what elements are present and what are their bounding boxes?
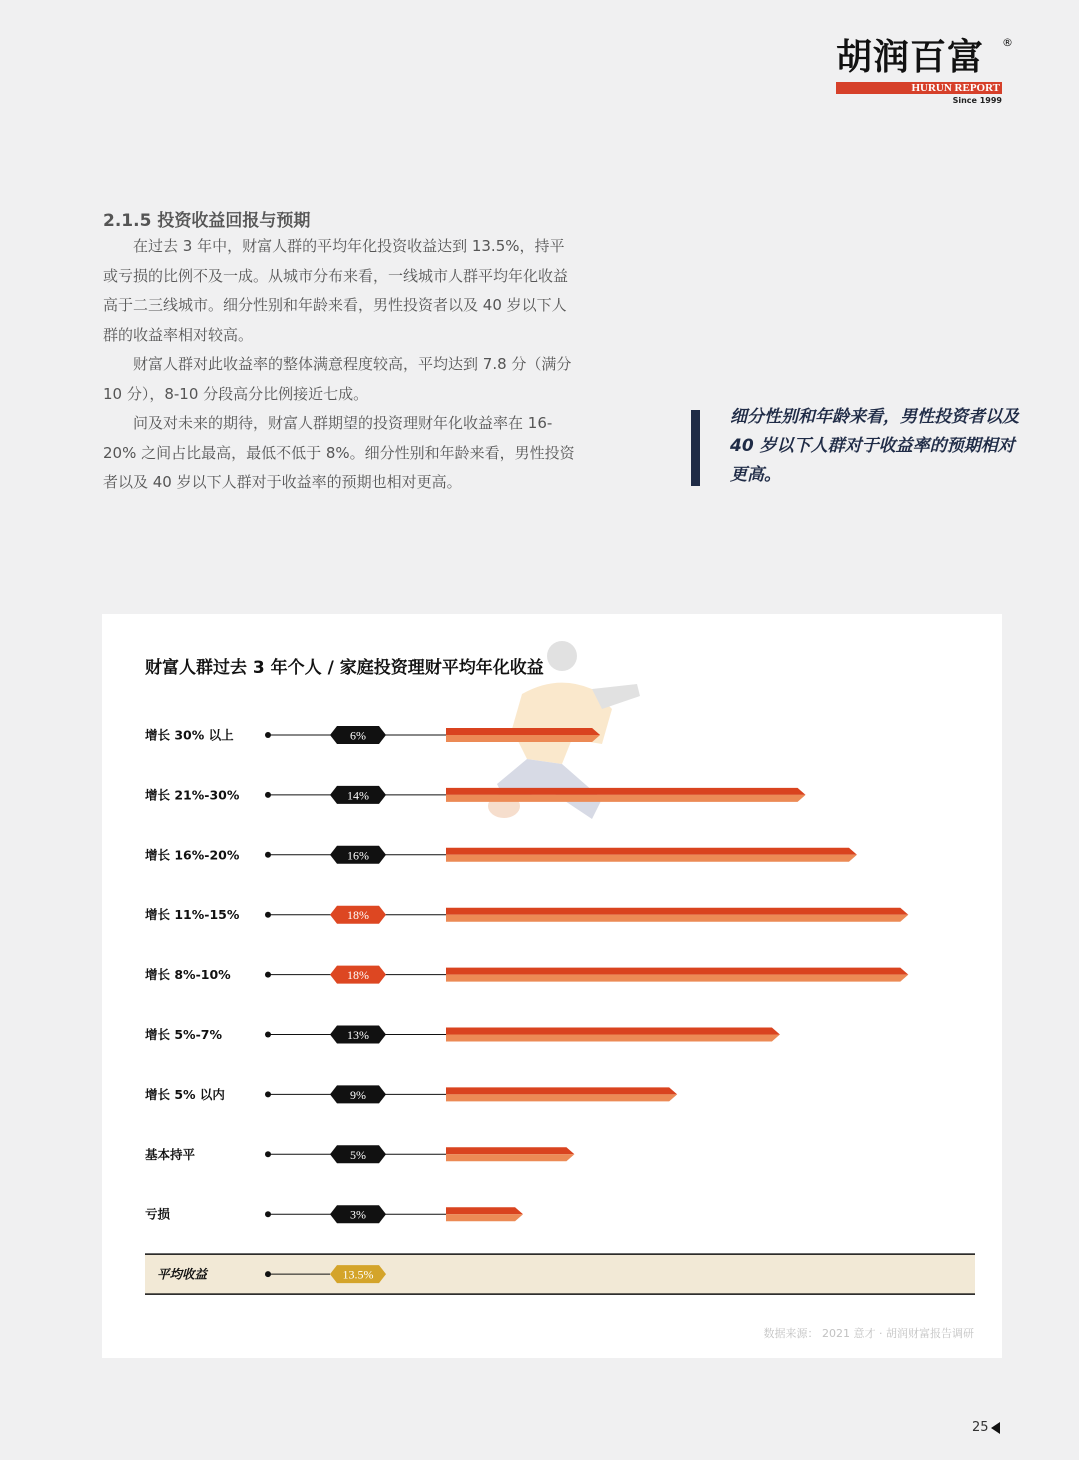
average-label: 平均收益 bbox=[157, 1266, 208, 1282]
paragraph: 财富人群对此收益率的整体满意程度较高，平均达到 7.8 分（满分 10 分），8-10 分段高分比例接近七成。 bbox=[103, 355, 572, 403]
bar-top bbox=[446, 848, 857, 855]
bar-top bbox=[446, 1207, 523, 1214]
bar-bottom bbox=[446, 1094, 677, 1101]
category-label: 增长 16%-20% bbox=[145, 847, 240, 863]
logo-red-bar bbox=[836, 82, 1002, 94]
average-badge-label: 13.5% bbox=[342, 1267, 374, 1282]
bar-top bbox=[446, 788, 806, 795]
value-badge-label: 16% bbox=[347, 848, 369, 863]
value-badge-label: 18% bbox=[347, 908, 369, 923]
category-label: 增长 5%-7% bbox=[145, 1027, 222, 1042]
value-badge-label: 9% bbox=[350, 1087, 366, 1102]
bar-bottom bbox=[446, 1154, 574, 1161]
bar-bottom bbox=[446, 735, 600, 742]
category-label: 增长 11%-15% bbox=[145, 907, 240, 923]
bar-bottom bbox=[446, 795, 806, 802]
bar-bottom bbox=[446, 915, 908, 922]
category-label: 增长 30% 以上 bbox=[145, 727, 234, 743]
value-badge-label: 6% bbox=[350, 728, 366, 743]
bar-top bbox=[446, 908, 908, 915]
bar-bottom bbox=[446, 1035, 780, 1042]
value-badge-label: 5% bbox=[350, 1147, 366, 1162]
chart-title: 财富人群过去 3 年个人 / 家庭投资理财平均年化收益 bbox=[145, 658, 544, 678]
logo-chinese: 胡润百富 bbox=[836, 37, 985, 78]
bar-bottom bbox=[446, 855, 857, 862]
logo-since: Since 1999 bbox=[952, 96, 1002, 105]
bar-top bbox=[446, 1087, 677, 1094]
value-badge-label: 14% bbox=[347, 788, 369, 803]
hurun-logo bbox=[836, 36, 1013, 108]
section-title: 2.1.5 投资收益回报与预期 bbox=[103, 211, 311, 231]
bar-top bbox=[446, 1147, 574, 1154]
quote-bar bbox=[691, 410, 700, 486]
chart-card bbox=[102, 614, 1002, 1358]
registered-mark: ® bbox=[1002, 36, 1013, 49]
bar-bottom bbox=[446, 975, 908, 982]
value-badge-label: 13% bbox=[347, 1028, 369, 1042]
data-source: 数据来源： 2021 意才 · 胡润财富报告调研 bbox=[763, 1327, 974, 1340]
category-label: 基本持平 bbox=[145, 1146, 196, 1162]
pull-quote: 细分性别和年龄来看，男性投资者以及 40 岁以下人群对于收益率的预期相对更高。 bbox=[730, 407, 1019, 485]
bar-bottom bbox=[446, 1214, 523, 1221]
value-badge-label: 3% bbox=[350, 1207, 366, 1222]
body-text bbox=[103, 232, 575, 498]
category-label: 增长 8%-10% bbox=[145, 967, 231, 983]
bar-top bbox=[446, 968, 908, 975]
logo-english: HURUN REPORT bbox=[911, 82, 1000, 94]
page-arrow-icon bbox=[991, 1422, 1000, 1434]
category-label: 增长 21%-30% bbox=[145, 787, 240, 803]
category-label: 增长 5% 以内 bbox=[145, 1086, 225, 1102]
value-badge-label: 18% bbox=[347, 968, 369, 983]
paragraph: 问及对未来的期待，财富人群期望的投资理财年化收益率在 16-20% 之间占比最高，最低不低于 8%。细分性别和年龄来看，男性投资者以及 40 岁以下人群对于收益率的预期也相对更高。 bbox=[103, 414, 575, 491]
paragraph: 在过去 3 年中，财富人群的平均年化投资收益达到 13.5%，持平或亏损的比例不及一成。从城市分布来看，一线城市人群平均年化收益高于二三线城市。细分性别和年龄来看，男性投资者以及 40 岁以下人群的收益率相对较高。 bbox=[103, 237, 569, 344]
bar-chart bbox=[102, 614, 1002, 1358]
category-label: 亏损 bbox=[145, 1206, 171, 1222]
page-number: 25 bbox=[972, 1420, 989, 1435]
bar-top bbox=[446, 1028, 780, 1035]
bar-top bbox=[446, 728, 600, 735]
